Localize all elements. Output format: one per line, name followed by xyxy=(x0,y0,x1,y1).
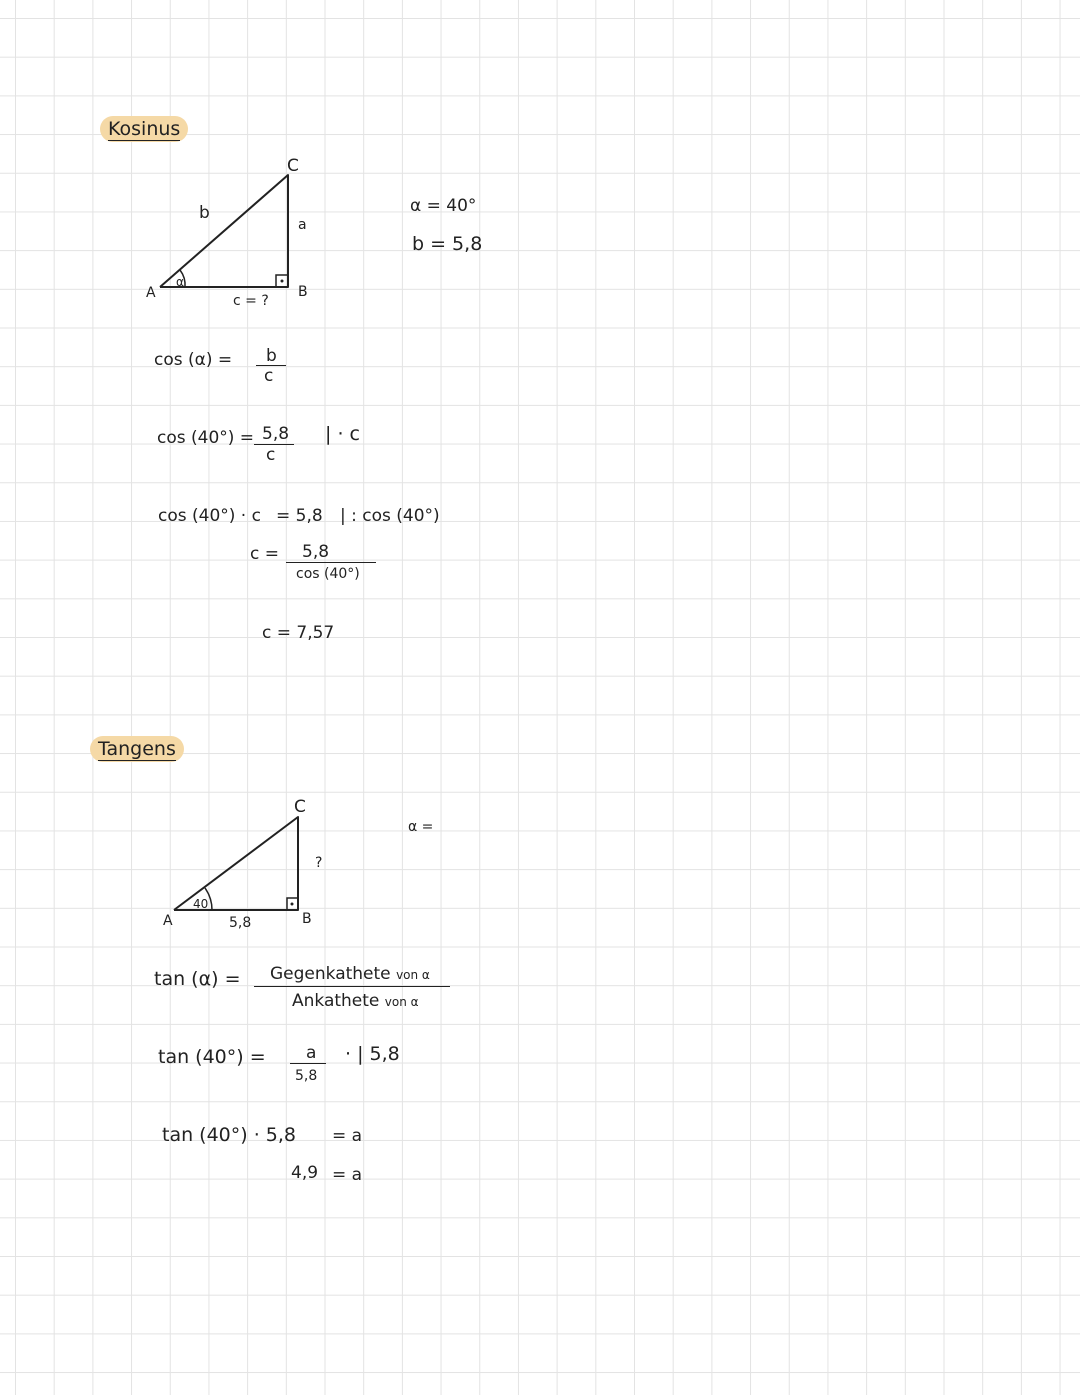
tangens-result-rhs: = a xyxy=(332,1165,363,1185)
kosinus-side-b: b xyxy=(199,203,210,223)
kosinus-step1-op: | · c xyxy=(325,423,360,445)
tangens-step1-lhs: tan (40°) = xyxy=(158,1046,266,1068)
kosinus-given-alpha: α = 40° xyxy=(410,196,477,216)
tangens-vertex-a: A xyxy=(163,913,173,929)
kosinus-step1-num: 5,8 xyxy=(262,424,290,444)
kosinus-angle-label: α xyxy=(176,275,184,289)
kosinus-vertex-c: C xyxy=(287,156,299,176)
tangens-formula-den xyxy=(292,993,419,1010)
tangens-step1-num: a xyxy=(306,1043,317,1063)
kosinus-step1-den: c xyxy=(266,445,276,465)
kosinus-formula-den: c xyxy=(264,366,274,386)
kosinus-step3-den: cos (40°) xyxy=(296,566,360,582)
kosinus-formula-num: b xyxy=(266,346,277,366)
tangens-step1-fraction-bar xyxy=(290,1063,326,1064)
kosinus-step2-rhs: = 5,8 xyxy=(276,506,323,526)
kosinus-vertex-a: A xyxy=(146,285,156,301)
tangens-given-alpha: α = xyxy=(408,819,434,835)
kosinus-side-c: c = ? xyxy=(233,293,269,309)
kosinus-side-a: a xyxy=(298,217,307,233)
kosinus-formula-lhs: cos (α) = xyxy=(154,350,233,370)
kosinus-step1-lhs: cos (40°) = xyxy=(157,428,255,448)
tangens-formula-num-word: Gegenkathete xyxy=(270,964,391,984)
tangens-formula-num xyxy=(270,966,430,983)
tangens-vertex-c: C xyxy=(294,797,306,817)
tangens-formula-den-word: Ankathete xyxy=(292,991,380,1011)
tangens-side-b: 5,8 xyxy=(229,915,252,931)
tangens-step1-den: 5,8 xyxy=(295,1068,318,1084)
tangens-step2-lhs: tan (40°) · 5,8 xyxy=(162,1124,297,1146)
kosinus-step2-lhs: cos (40°) · c xyxy=(158,506,261,526)
tangens-step2-rhs: = a xyxy=(332,1126,363,1146)
kosinus-vertex-b: B xyxy=(298,284,308,300)
tangens-side-a: ? xyxy=(315,855,323,871)
kosinus-result: c = 7,57 xyxy=(262,623,335,643)
tangens-step1-op: · | 5,8 xyxy=(345,1043,400,1065)
kosinus-step3-lhs: c = xyxy=(250,544,279,564)
tangens-formula-fraction-bar xyxy=(254,986,450,987)
tangens-formula-num-suffix: von α xyxy=(396,968,430,982)
tangens-vertex-b: B xyxy=(302,911,312,927)
tangens-result-value: 4,9 xyxy=(291,1163,319,1183)
kosinus-given-b: b = 5,8 xyxy=(412,233,483,255)
kosinus-heading: Kosinus xyxy=(100,116,188,142)
tangens-formula-den-suffix: von α xyxy=(384,995,419,1009)
tangens-heading: Tangens xyxy=(90,736,184,762)
kosinus-step2-op: | : cos (40°) xyxy=(340,506,440,526)
tangens-angle-label: 40 xyxy=(193,897,209,911)
kosinus-step3-num: 5,8 xyxy=(302,542,330,562)
tangens-formula-lhs: tan (α) = xyxy=(154,968,241,990)
